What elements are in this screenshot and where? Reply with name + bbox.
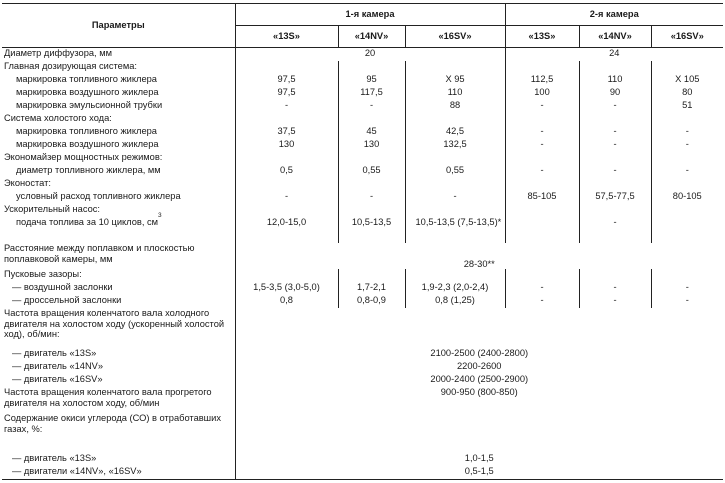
- cell: 1,5-3,5 (3,0-5,0): [235, 282, 338, 295]
- row-cold-16sv: [2, 374, 723, 387]
- cell: -: [651, 126, 723, 139]
- row-label: подача топлива за 10 циклов, $см^3$: [16, 212, 162, 227]
- row-pump-supply: [2, 217, 723, 243]
- row-label: — двигатели «14NV», «16SV»: [12, 466, 142, 476]
- row-label: условный расход топливного жиклера: [16, 191, 181, 201]
- cell: X 95: [405, 74, 505, 87]
- cell: 12,0-15,0: [235, 217, 338, 243]
- cell: 0,5: [235, 165, 338, 178]
- header-c1-13s: «13S»: [235, 26, 338, 48]
- cell: 80-105: [651, 191, 723, 204]
- row-air-jet: [2, 87, 723, 100]
- cell: -: [579, 100, 651, 113]
- row-label: Частота вращения коленчатого вала прогретого двигателя на холостом ходу, об/мин: [4, 387, 212, 408]
- value-merged: 1,0-1,5: [235, 453, 723, 466]
- row-label: маркировка топливного жиклера: [16, 74, 157, 84]
- cell: -: [338, 191, 405, 204]
- cell: -: [235, 191, 338, 204]
- row-co-13s: [2, 453, 723, 466]
- cell: 97,5: [235, 74, 338, 87]
- cell: -: [579, 282, 651, 295]
- row-label: — двигатель «14NV»: [12, 361, 104, 371]
- row-cold-14nv: [2, 361, 723, 374]
- cell: 97,5: [235, 87, 338, 100]
- header-chamber-1: 1-я камера: [235, 4, 505, 26]
- value-merged: 2200-2600: [235, 361, 723, 374]
- cell: -: [235, 100, 338, 113]
- row-econostat-flow: [2, 191, 723, 204]
- cell: -: [651, 165, 723, 178]
- cell: 80: [651, 87, 723, 100]
- header-c2-14nv: «14NV»: [579, 26, 651, 48]
- section-label: Ускорительный насос:: [4, 204, 100, 214]
- row-label: — двигатель «16SV»: [12, 374, 103, 384]
- cell: -: [505, 100, 579, 113]
- header-params: Параметры: [2, 4, 235, 48]
- row-label: маркировка эмульсионной трубки: [16, 100, 163, 110]
- value-merged: 2100-2500 (2400-2800): [235, 348, 723, 361]
- row-fuel-jet: [2, 74, 723, 87]
- row-co: [2, 413, 723, 453]
- cell: -: [579, 126, 651, 139]
- row-label: — двигатель «13S»: [12, 453, 97, 463]
- row-label: диаметр топливного жиклера, мм: [16, 165, 161, 175]
- cell: 110: [405, 87, 505, 100]
- row-section: [2, 204, 723, 217]
- value-merged: 900-950 (800-850): [235, 387, 723, 413]
- cell: -: [405, 191, 505, 204]
- cell: 57,5-77,5: [579, 191, 651, 204]
- section-label: Главная дозирующая система:: [4, 61, 137, 71]
- row-section: [2, 178, 723, 191]
- row-diffuser: [2, 48, 723, 62]
- cell: 0,55: [338, 165, 405, 178]
- row-idle-fuel: [2, 126, 723, 139]
- cell: 10,5-13,5: [338, 217, 405, 243]
- cell: -: [505, 282, 579, 295]
- row-idle-air: [2, 139, 723, 152]
- header-chamber-2: 2-я камера: [505, 4, 723, 26]
- row-label: маркировка топливного жиклера: [16, 126, 157, 136]
- row-econ-jet: [2, 165, 723, 178]
- cell: 0,8: [235, 295, 338, 308]
- cell: 45: [338, 126, 405, 139]
- value-chamber-1: 20: [235, 48, 505, 62]
- cell: 88: [405, 100, 505, 113]
- cell: -: [651, 139, 723, 152]
- cell: 112,5: [505, 74, 579, 87]
- row-float-distance: [2, 243, 723, 269]
- cell: 1,9-2,3 (2,0-2,4): [405, 282, 505, 295]
- header-c1-16sv: «16SV»: [405, 26, 505, 48]
- cell: 90: [579, 87, 651, 100]
- row-cold-idle: [2, 308, 723, 348]
- row-label: Расстояние между поплавком и плоскостью поплавковой камеры, мм: [4, 243, 195, 264]
- row-co-14nv-16sv: [2, 466, 723, 480]
- carburetor-parameters-table: [2, 3, 723, 480]
- row-section: [2, 152, 723, 165]
- cell: 10,5-13,5 (7,5-13,5)*: [405, 217, 505, 243]
- cell: 132,5: [405, 139, 505, 152]
- cell: [651, 217, 723, 243]
- section-label: Содержание окиси углерода (СО) в отработавших газах, %:: [4, 413, 221, 434]
- section-label: Пусковые зазоры:: [4, 269, 82, 279]
- cell: -: [505, 126, 579, 139]
- value-merged: 2000-2400 (2500-2900): [235, 374, 723, 387]
- cell: 42,5: [405, 126, 505, 139]
- row-label: — воздушной заслонки: [12, 282, 113, 292]
- cell: -: [505, 295, 579, 308]
- cell: 37,5: [235, 126, 338, 139]
- cell: [505, 217, 579, 243]
- section-label: Эконостат:: [4, 178, 51, 188]
- cell: -: [579, 295, 651, 308]
- row-cold-13s: [2, 348, 723, 361]
- cell: X 105: [651, 74, 723, 87]
- cell: 130: [338, 139, 405, 152]
- section-label: Экономайзер мощностных режимов:: [4, 152, 163, 162]
- cell: -: [579, 217, 651, 243]
- value-merged: 28-30**: [235, 243, 723, 269]
- cell: 0,55: [405, 165, 505, 178]
- value-merged: 0,5-1,5: [235, 466, 723, 480]
- value-chamber-2: 24: [505, 48, 723, 62]
- section-label: Частота вращения коленчатого вала холодного двигателя на холостом ходу (ускоренный холостой ход), об/мин:: [4, 308, 225, 339]
- cell: 110: [579, 74, 651, 87]
- row-section: [2, 61, 723, 74]
- cell: -: [651, 282, 723, 295]
- cell: 0,8-0,9: [338, 295, 405, 308]
- section-label: Система холостого хода:: [4, 113, 112, 123]
- row-warm-idle: [2, 387, 723, 413]
- cell: 95: [338, 74, 405, 87]
- row-air-damper: [2, 282, 723, 295]
- header-c2-16sv: «16SV»: [651, 26, 723, 48]
- cell: -: [579, 165, 651, 178]
- row-emulsion: [2, 100, 723, 113]
- cell: -: [505, 165, 579, 178]
- row-label: Диаметр диффузора, мм: [4, 48, 113, 58]
- row-section: [2, 269, 723, 282]
- row-throttle: [2, 295, 723, 308]
- cell: -: [579, 139, 651, 152]
- row-label: — дроссельной заслонки: [12, 295, 122, 305]
- cell: 0,8 (1,25): [405, 295, 505, 308]
- cell: -: [338, 100, 405, 113]
- cell: -: [505, 139, 579, 152]
- row-label: маркировка воздушного жиклера: [16, 87, 159, 97]
- cell: 130: [235, 139, 338, 152]
- cell: 85-105: [505, 191, 579, 204]
- superscript: 3: [158, 212, 162, 219]
- row-label: маркировка воздушного жиклера: [16, 139, 159, 149]
- header-c1-14nv: «14NV»: [338, 26, 405, 48]
- row-label: — двигатель «13S»: [12, 348, 97, 358]
- cell: -: [651, 295, 723, 308]
- cell: 51: [651, 100, 723, 113]
- header-c2-13s: «13S»: [505, 26, 579, 48]
- row-section: [2, 113, 723, 126]
- cell: 117,5: [338, 87, 405, 100]
- cell: 100: [505, 87, 579, 100]
- cell: 1,7-2,1: [338, 282, 405, 295]
